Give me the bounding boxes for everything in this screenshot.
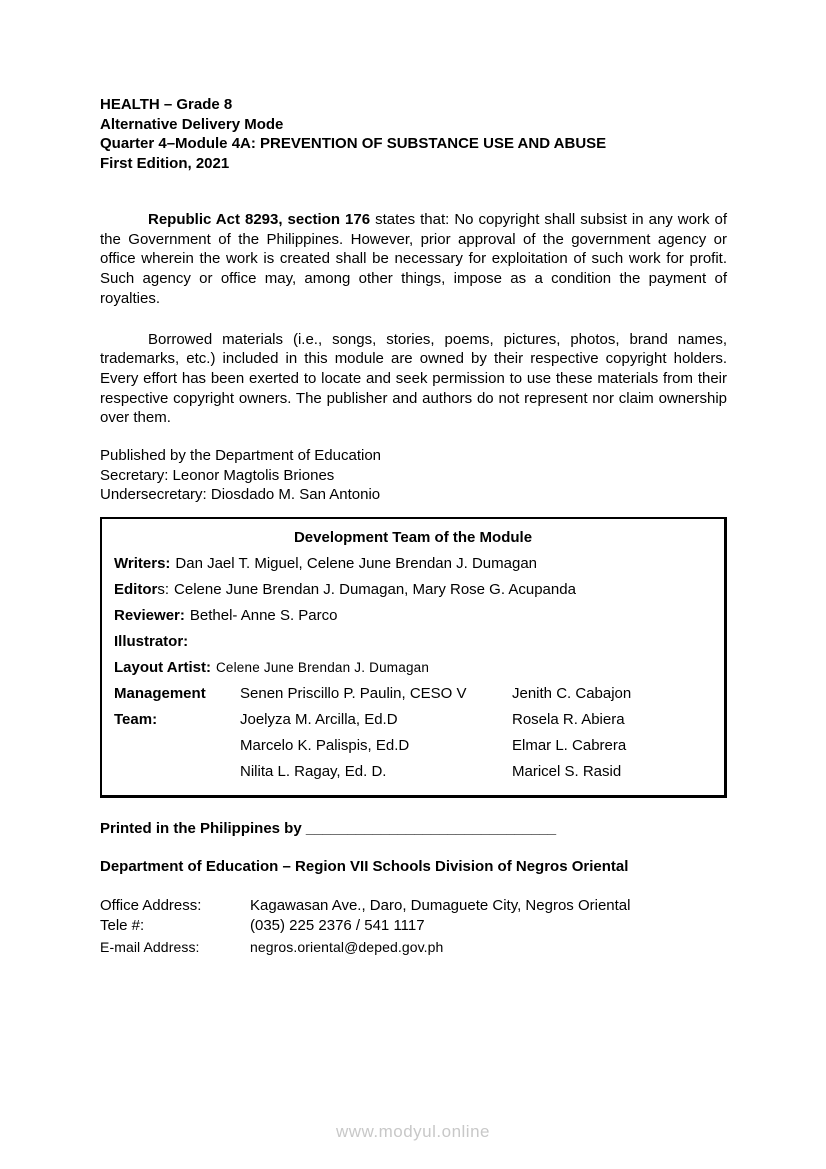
management-team-label: Management Team: xyxy=(114,684,206,728)
management-member: Joelyza M. Arcilla, Ed.D xyxy=(240,710,398,728)
publisher-block xyxy=(100,446,727,505)
editors-names: Celene June Brendan J. Dumagan, Mary Rose G. Acupanda xyxy=(174,580,576,598)
writers-label: Writers: xyxy=(114,554,171,572)
management-member: Jenith C. Cabajon xyxy=(512,684,632,702)
management-team-column-left xyxy=(240,681,512,785)
watermark-url: www.modyul.online xyxy=(335,1122,490,1141)
email-label: E-mail Address: xyxy=(100,938,200,955)
management-member: Marcelo K. Palispis, Ed.D xyxy=(240,736,410,754)
illustrator-label: Illustrator: xyxy=(114,632,189,650)
dev-row-layout-artist xyxy=(114,655,712,681)
editors-label: Editor xyxy=(114,580,158,598)
module-title-line: Quarter 4–Module 4A: PREVENTION OF SUBSTANCE USE AND ABUSE xyxy=(100,135,607,152)
reviewer-label: Reviewer: xyxy=(114,606,185,624)
schools-division-line: Department of Education – Region VII Schools Division of Negros Oriental xyxy=(100,858,629,876)
management-member: Senen Priscillo P. Paulin, CESO V xyxy=(240,684,467,702)
module-subject-line: HEALTH – Grade 8 xyxy=(100,96,233,113)
contact-block xyxy=(100,896,727,958)
dev-row-writers xyxy=(114,551,712,577)
reviewer-name: Bethel- Anne S. Parco xyxy=(189,606,338,624)
management-member: Elmar L. Cabrera xyxy=(512,736,627,754)
layout-artist-name: Celene June Brendan J. Dumagan xyxy=(215,659,430,675)
email-value: negros.oriental@deped.gov.ph xyxy=(250,938,444,955)
writers-names: Dan Jael T. Miguel, Celene June Brendan J. Dumagan xyxy=(175,554,538,572)
module-edition-line: First Edition, 2021 xyxy=(100,154,230,172)
copyright-paragraph-1-rest: states that: No copyright shall subsist in any work of the Government of the Philippines. However, prior approval of the government agency or office wherein the work is created shall be necessary for exploitation of such work for profit. Such agency or office may, among other things, impose as a condition the payment of royalties. xyxy=(100,211,727,307)
management-member: Maricel S. Rasid xyxy=(512,762,622,780)
secretary-line: Secretary: Leonor Magtolis Briones xyxy=(100,466,335,484)
dev-row-editors: Editors: Celene June Brendan J. Dumagan, Mary Rose G. Acupanda xyxy=(114,580,576,598)
printed-in-philippines-line xyxy=(100,819,727,839)
telephone-label: Tele #: xyxy=(100,917,145,935)
module-delivery-mode-line: Alternative Delivery Mode xyxy=(100,115,284,133)
page-content xyxy=(100,95,727,957)
copyright-paragraph-2: Borrowed materials (i.e., songs, stories, poems, pictures, photos, brand names, trademarks, etc.) included in this module are owned by their respective copyright holders. Every effort has been exerted to locate and seek permission to use these materials from their respective copyright owners. The publisher and authors do not represent nor claim ownership over them. xyxy=(100,330,727,427)
published-by-line: Published by the Department of Education xyxy=(100,447,382,465)
copyright-paragraph-1 xyxy=(100,210,727,309)
contact-row-office-address xyxy=(100,896,727,917)
module-header xyxy=(100,95,727,173)
dev-row-illustrator xyxy=(114,629,712,655)
office-address-value: Kagawasan Ave., Daro, Dumaguete City, Negros Oriental xyxy=(250,896,631,914)
printed-by-label: Printed in the Philippines by xyxy=(100,819,306,837)
management-member: Rosela R. Abiera xyxy=(512,710,625,728)
layout-artist-label: Layout Artist: xyxy=(114,658,211,676)
contact-row-email xyxy=(100,937,727,958)
management-team-column-right xyxy=(512,681,712,785)
management-team-section xyxy=(114,681,712,785)
dev-row-reviewer xyxy=(114,603,712,629)
office-address-label: Office Address: xyxy=(100,896,202,914)
development-team-box xyxy=(100,517,727,798)
contact-row-telephone xyxy=(100,916,727,937)
development-team-title: Development Team of the Module xyxy=(293,528,533,546)
republic-act-bold-lead: Republic Act 8293, section 176 xyxy=(148,211,371,228)
management-member: Nilita L. Ragay, Ed. D. xyxy=(240,762,387,780)
printed-by-blank-line: ______________________________ xyxy=(305,819,557,837)
undersecretary-line: Undersecretary: Diosdado M. San Antonio xyxy=(100,486,381,504)
telephone-value: (035) 225 2376 / 541 1117 xyxy=(250,917,425,935)
